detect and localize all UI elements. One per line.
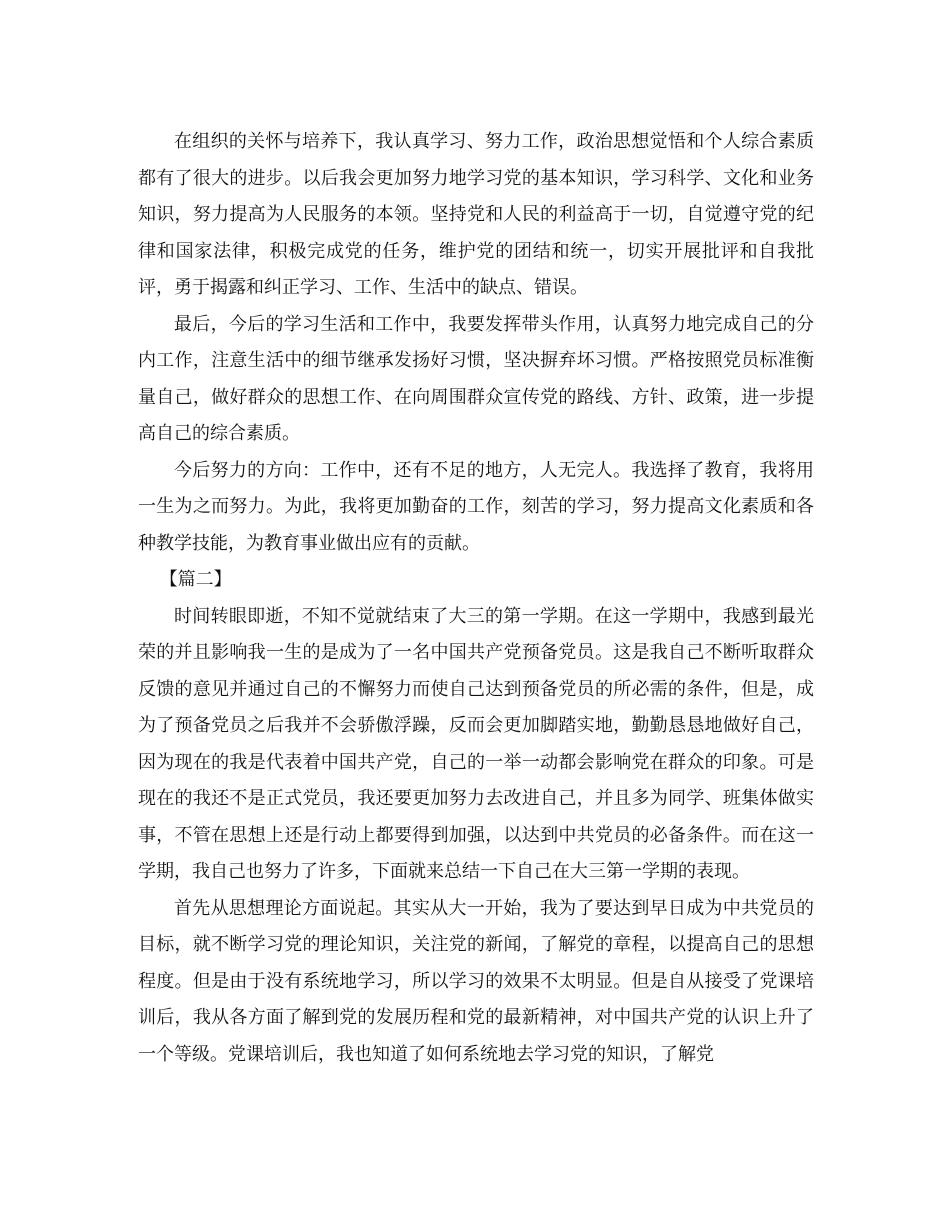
document-body bbox=[138, 124, 814, 1073]
paragraph: 首先从思想理论方面说起。其实从大一开始，我为了要达到早日成为中共党员的目标，就不断学习党的理论知识，关注党的新闻，了解党的章程，以提高自己的思想程度。但是由于没有系统地学习，所以学习的效果不太明显。但是自从接受了党课培训后，我从各方面了解到党的发展历程和党的最新精神，对中国共产党的认识上升了一个等级。党课培训后，我也知道了如何系统地去学习党的知识，了解党 bbox=[138, 897, 814, 1065]
section-heading: 【篇二】 bbox=[159, 569, 232, 590]
paragraph: 时间转眼即逝，不知不觉就结束了大三的第一学期。在这一学期中，我感到最光荣的并且影响我一生的是成为了一名中国共产党预备党员。这是我自己不断听取群众反馈的意见并通过自己的不懈努力而使自己达到预备党员的所必需的条件，但是，成为了预备党员之后我并不会骄傲浮躁，反而会更加脚踏实地，勤勤恳恳地做好自己，因为现在的我是代表着中国共产党，自己的一举一动都会影响党在群众的印象。可是现在的我还不是正式党员，我还要更加努力去改进自己，并且多为同学、班集体做实事，不管在思想上还是行动上都要得到加强，以达到中共党员的必备条件。而在这一学期，我自己也努力了许多，下面就来总结一下自己在大三第一学期的表现。 bbox=[138, 605, 814, 882]
paragraph: 最后，今后的学习生活和工作中，我要发挥带头作用，认真努力地完成自己的分内工作，注意生活中的细节继承发扬好习惯，坚决摒弃坏习惯。严格按照党员标准衡量自己，做好群众的思想工作、在向周围群众宣传党的路线、方针、政策，进一步提高自己的综合素质。 bbox=[138, 313, 814, 444]
paragraph: 今后努力的方向：工作中，还有不足的地方，人无完人。我选择了教育，我将用一生为之而努力。为此，我将更加勤奋的工作，刻苦的学习，努力提高文化素质和各种教学技能，为教育事业做出应有的贡献。 bbox=[138, 459, 814, 554]
paragraph: 在组织的关怀与培养下，我认真学习、努力工作，政治思想觉悟和个人综合素质都有了很大的进步。以后我会更加努力地学习党的基本知识，学习科学、文化和业务知识，努力提高为人民服务的本领。坚持党和人民的利益高于一切，自觉遵守党的纪律和国家法律，积极完成党的任务，维护党的团结和统一，切实开展批评和自我批评，勇于揭露和纠正学习、工作、生活中的缺点、错误。 bbox=[138, 131, 814, 298]
